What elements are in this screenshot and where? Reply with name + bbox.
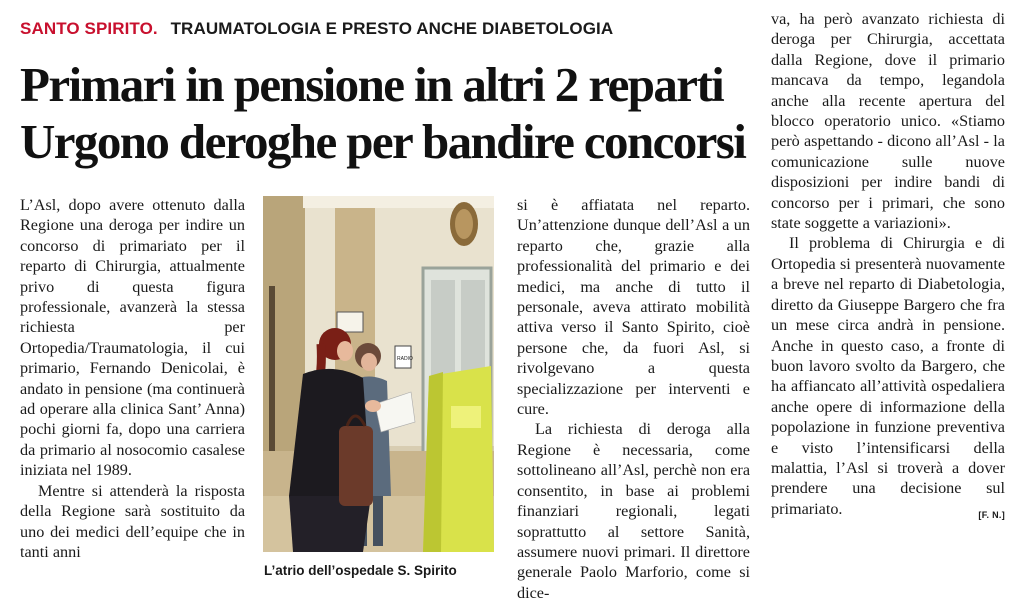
wall-sign-text: RADIO [397, 356, 413, 362]
body-column-1 [20, 195, 245, 562]
photo-caption: L’atrio dell’ospedale S. Spirito [264, 563, 457, 578]
headline-line-2: Urgono deroghe per bandire concorsi [20, 114, 746, 169]
body-paragraph-text: Il problema di Chirurgia e di Ortopedia si presenterà nuovamente a breve nel reparto di Diabetologia, diretto da Giuseppe Bargero che fra un mese circa andrà in pensione. Anche in questo caso, a fronte di buon lavoro svolto da Bargero, che ha affiancato all’attività ospedaliera anche opere di informazione della popolazione in funzione preventiva e visto l’intensificarsi della malattia, l’Asl si troverà a dover prendere una decisione sul primariato. [771, 234, 1005, 518]
body-paragraph: L’Asl, dopo avere ottenuto dalla Regione una deroga per indire un concorso di primariato per il reparto di Chirurgia, attualmente privo di questa figura professionale, avanzerà la stessa richiesta per Ortopedia/Traumatologia, il cui primario, Fernando Denicolai, è andato in pensione (ma continuerà ad operare alla clinica Sant’ Anna) pochi giorni fa, dopo una carriera da primario al nosocomio casalese iniziata nel 1989. [20, 196, 245, 480]
body-paragraph [771, 233, 1005, 519]
article-kicker [20, 19, 613, 39]
body-paragraph: Mentre si attenderà la risposta della Regione sarà sostituito da uno dei medici dell’equipe che in tanti anni [20, 481, 245, 561]
body-column-4 [771, 9, 1005, 525]
hospital-atrium-photo [263, 196, 494, 552]
body-column-3 [517, 195, 750, 603]
body-paragraph: si è affiatata nel reparto. Un’attenzione dunque dell’Asl a un reparto che, grazie alla professionalità del primario e dei medici, ma anche di tutto il personale, aveva attirato mobilità attiva verso il Santo Spirito, cioè persone che, da fuori Asl, si rivolgevano a questa specializzazione per interventi e cure. [517, 196, 750, 419]
body-paragraph: va, ha però avanzato richiesta di deroga per Chirurgia, accettata dalla Regione, dove il primario mancava da tempo, legandola anche alla recente apertura del blocco operatorio unico. «Stiamo però aspettando - dicono all’Asl - la comunicazione sulle nuove disposizioni per indire bandi di concorso per i primari, che sono state soggette a variazioni». [771, 10, 1005, 233]
kicker-location: SANTO SPIRITO. [20, 19, 158, 38]
body-paragraph: La richiesta di deroga alla Regione è necessaria, come sottolineano all’Asl, perchè non era consentito, in base ai problemi finanziari regionali, legati soprattutto al settore Sanità, assumere nuovi primari. Il direttore generale Paolo Marforio, come si dice- [517, 420, 750, 602]
author-signature: [F. N.] [978, 509, 1005, 520]
article-headline [20, 56, 780, 170]
headline-line-1: Primari in pensione in altri 2 reparti [20, 57, 724, 112]
kicker-topic: TRAUMATOLOGIA E PRESTO ANCHE DIABETOLOGIA [170, 19, 614, 38]
